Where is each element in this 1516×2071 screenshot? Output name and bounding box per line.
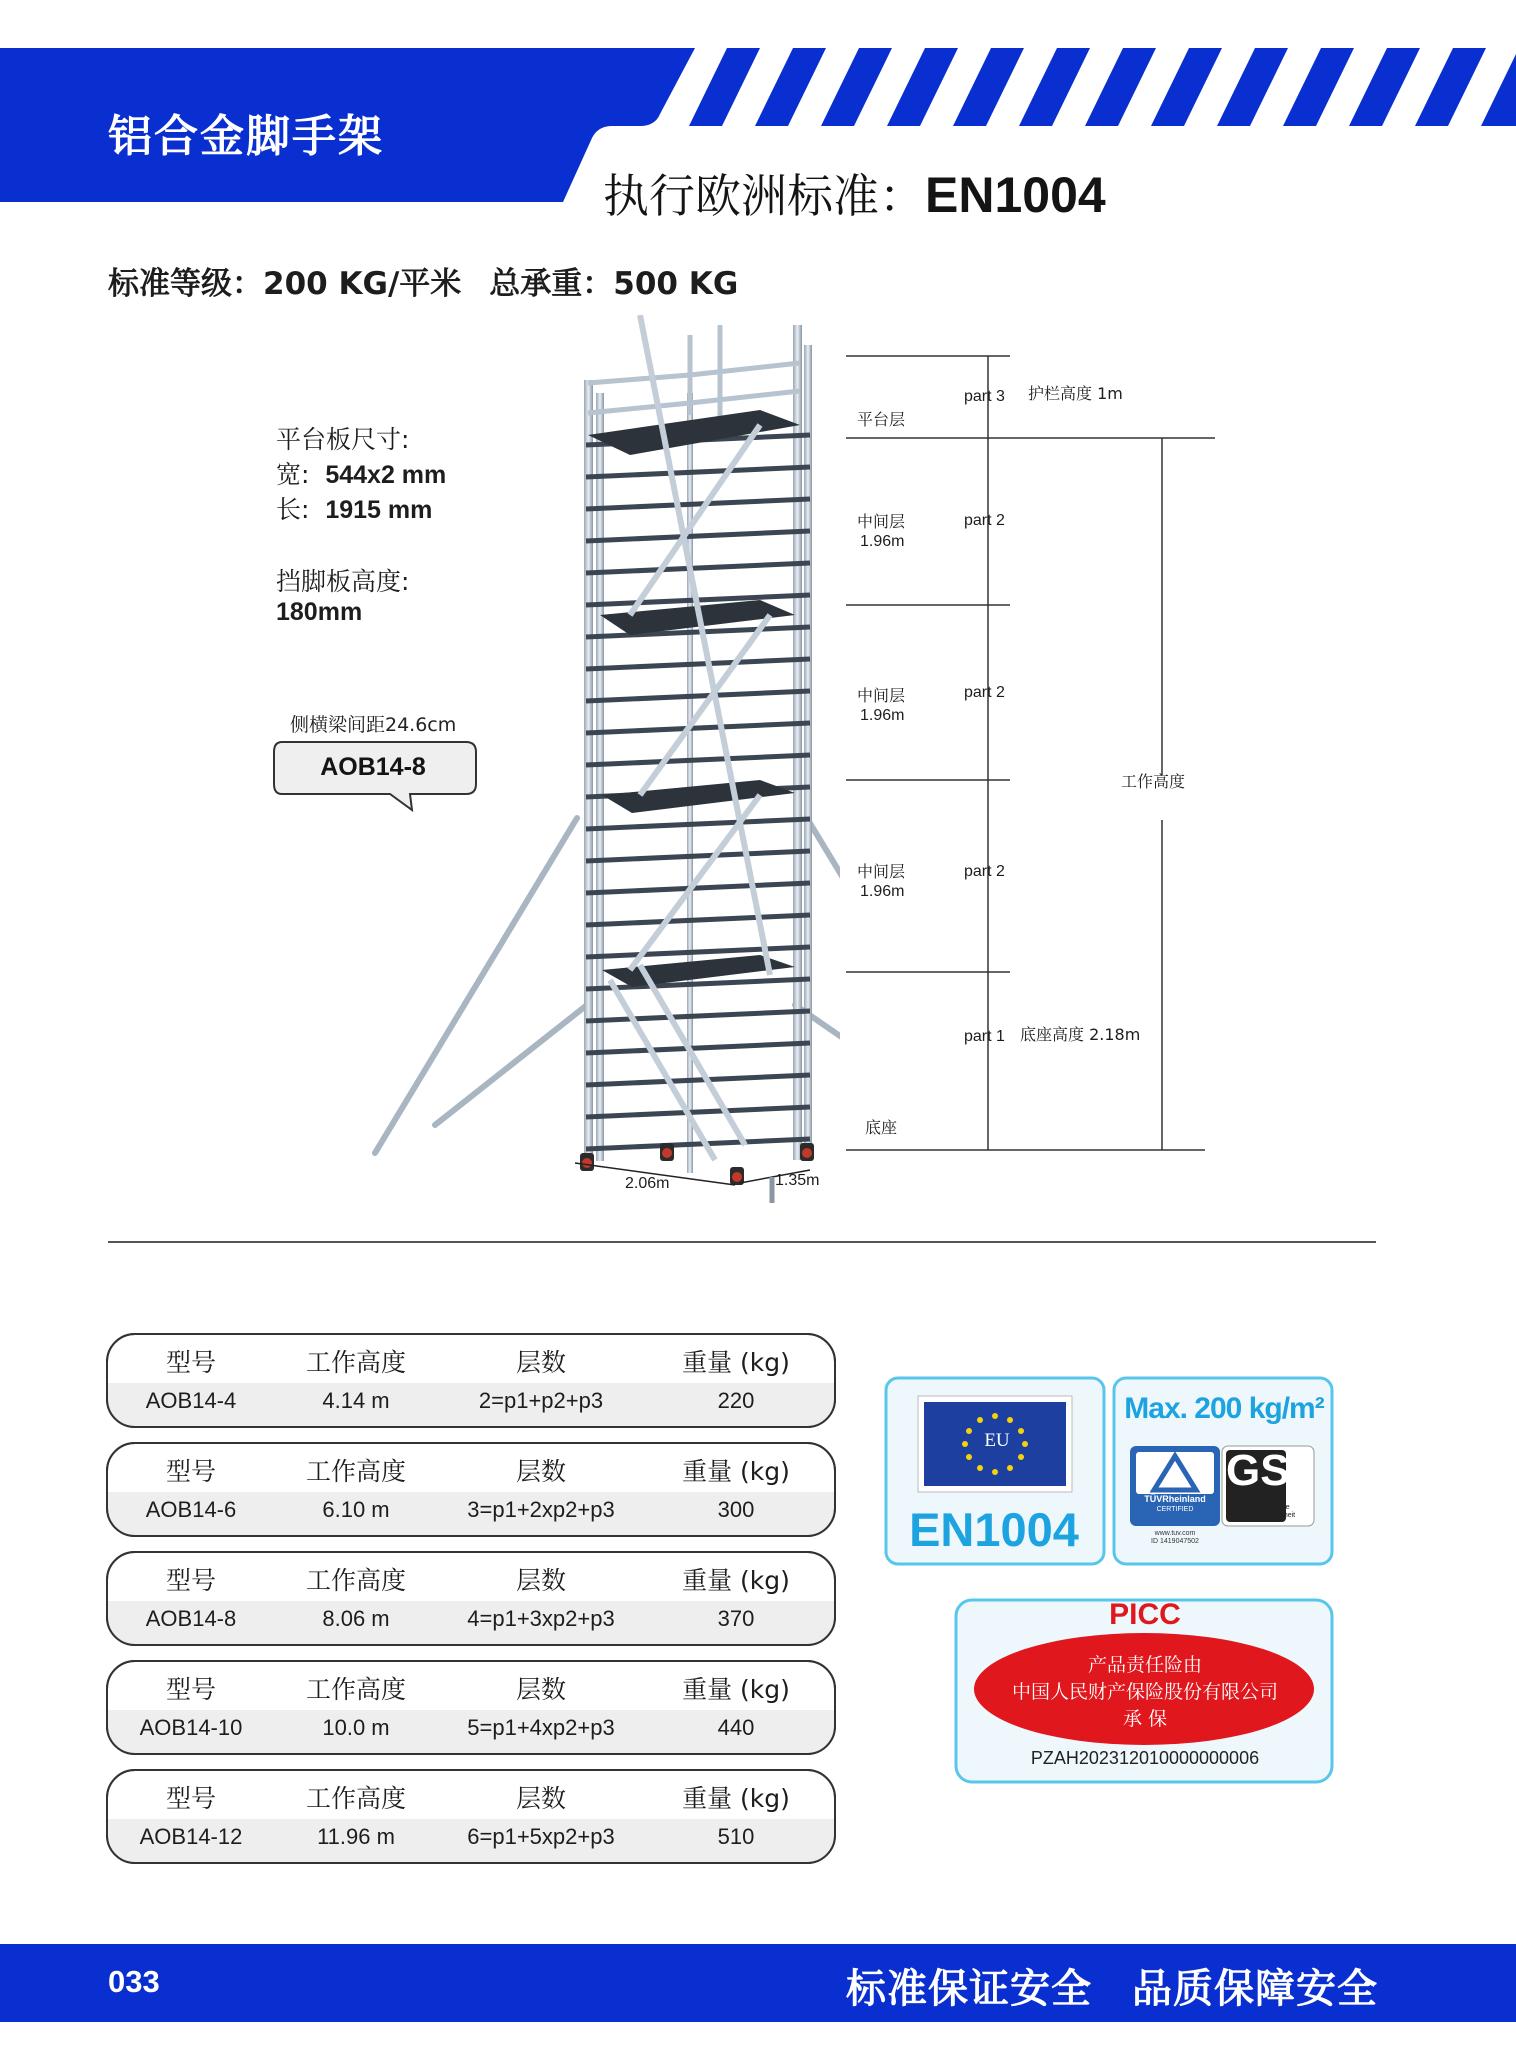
tuv-url: www.tuv.com — [1154, 1530, 1196, 1537]
middle-height-2: 1.96m — [860, 707, 905, 724]
platform-width — [276, 455, 446, 491]
header-weight: 重量 (kg) — [682, 1457, 790, 1486]
tuv-label: TÜVRheinland — [1144, 1494, 1206, 1504]
standard-label: 执行欧洲标准： — [603, 169, 925, 223]
total-value: 500 KG — [613, 266, 739, 302]
header-model: 型号 — [165, 1348, 216, 1377]
header-layers: 层数 — [515, 1566, 566, 1595]
header-work-height: 工作高度 — [305, 1675, 406, 1704]
part2-label-3: part 2 — [964, 863, 1005, 880]
slogan-right: 品质保障安全 — [1132, 1965, 1378, 2012]
part3-label: part 3 — [964, 388, 1005, 405]
page-title: 铝合金脚手架 — [108, 111, 384, 162]
picc-line-3: 承 保 — [1122, 1708, 1168, 1730]
max-load-label: Max. 200 kg/m² — [1124, 1392, 1324, 1425]
cell-model: AOB14-6 — [145, 1497, 237, 1522]
header-work-height: 工作高度 — [305, 1457, 406, 1486]
header-layers: 层数 — [515, 1675, 566, 1704]
picc-line-2: 中国人民财产保险股份有限公司 — [1011, 1681, 1278, 1703]
table-row — [106, 1442, 836, 1537]
middle-height-3: 1.96m — [860, 883, 905, 900]
header-model: 型号 — [165, 1457, 216, 1486]
part1-label: part 1 — [964, 1028, 1005, 1045]
header-model: 型号 — [165, 1784, 216, 1813]
footer-bar — [0, 1944, 1516, 2022]
gs-subtitle: geprüfte Sicherheit — [1264, 1504, 1296, 1519]
standard-code: EN1004 — [925, 167, 1106, 223]
section-divider — [108, 1241, 1376, 1243]
cell-layers: 5=p1+4xp2+p3 — [467, 1715, 615, 1740]
middle-layer-label-2: 中间层 — [857, 686, 906, 705]
cell-work-height: 8.06 m — [322, 1606, 390, 1631]
grade-label: 标准等级： — [108, 266, 263, 302]
tuv-id: ID 1419047502 — [1151, 1538, 1199, 1545]
cell-weight: 370 — [717, 1606, 755, 1631]
slogan-left: 标准保证安全 — [846, 1965, 1092, 2012]
header-model: 型号 — [165, 1675, 216, 1704]
header-layers: 层数 — [515, 1784, 566, 1813]
part2-label-1: part 2 — [964, 512, 1005, 529]
length-label: 长: — [276, 495, 310, 524]
middle-layer-label-1: 中间层 — [857, 512, 906, 531]
cell-model: AOB14-4 — [145, 1388, 237, 1413]
total-label: 总承重： — [489, 266, 614, 302]
header-layers: 层数 — [515, 1457, 566, 1486]
base-label: 底座 — [865, 1118, 898, 1137]
work-height-label: 工作高度 — [1121, 772, 1186, 791]
toeboard-value-text: 180mm — [276, 598, 363, 626]
picc-title: PICC — [1109, 1598, 1181, 1631]
cell-weight: 220 — [717, 1388, 755, 1413]
header-work-height: 工作高度 — [305, 1566, 406, 1595]
header-layers: 层数 — [515, 1348, 566, 1377]
platform-size-heading: 平台板尺寸: — [276, 425, 410, 454]
middle-height-1: 1.96m — [860, 533, 905, 550]
picc-line-1: 产品责任险由 — [1087, 1654, 1202, 1676]
cell-work-height: 11.96 m — [317, 1824, 395, 1849]
header-weight: 重量 (kg) — [682, 1784, 790, 1813]
tuv-certified-label: CERTIFIED — [1156, 1506, 1194, 1513]
part2-label-2: part 2 — [964, 684, 1005, 701]
picc-policy-code: PZAH202312010000000006 — [1030, 1748, 1260, 1768]
table-row — [106, 1551, 836, 1646]
length-value: 1915 mm — [325, 496, 433, 524]
middle-layer-label-3: 中间层 — [857, 862, 906, 881]
callout-model: AOB14-8 — [320, 753, 426, 781]
cell-work-height: 6.10 m — [322, 1497, 390, 1522]
header-weight: 重量 (kg) — [682, 1348, 790, 1377]
table-row — [106, 1769, 836, 1864]
page-number: 033 — [108, 1964, 160, 1999]
grade-value: 200 KG/平米 — [263, 266, 462, 302]
tuv-url-block — [1130, 1530, 1220, 1546]
header-weight: 重量 (kg) — [682, 1566, 790, 1595]
footer-slogan — [846, 1957, 1378, 2014]
length-dimension: 2.06m — [625, 1175, 670, 1192]
platform-layer-label: 平台层 — [857, 410, 906, 429]
header-work-height: 工作高度 — [305, 1784, 406, 1813]
eu-label: EU — [984, 1430, 1010, 1451]
header-weight: 重量 (kg) — [682, 1675, 790, 1704]
guardrail-height: 护栏高度 1m — [1028, 384, 1123, 403]
load-rating — [108, 258, 738, 303]
cell-weight: 510 — [717, 1824, 755, 1849]
cell-layers: 2=p1+p2+p3 — [478, 1388, 604, 1413]
toeboard-heading: 挡脚板高度: — [276, 567, 410, 596]
table-row — [106, 1333, 836, 1428]
cell-weight: 440 — [717, 1715, 755, 1740]
gs-label: GS — [1226, 1446, 1290, 1495]
width-label: 宽: — [276, 460, 310, 489]
cell-weight: 300 — [717, 1497, 755, 1522]
cell-layers: 6=p1+5xp2+p3 — [467, 1824, 615, 1849]
cell-model: AOB14-10 — [139, 1715, 243, 1740]
width-value: 544x2 mm — [325, 461, 447, 489]
platform-length — [276, 490, 432, 526]
cell-work-height: 4.14 m — [322, 1388, 390, 1413]
header-model: 型号 — [165, 1566, 216, 1595]
standard-title — [603, 160, 1106, 226]
cell-model: AOB14-8 — [145, 1606, 237, 1631]
cell-layers: 3=p1+2xp2+p3 — [467, 1497, 615, 1522]
side-beam-spacing-note: 侧横梁间距24.6cm — [290, 714, 457, 736]
cell-layers: 4=p1+3xp2+p3 — [467, 1606, 615, 1631]
table-row — [106, 1660, 836, 1755]
en1004-label: EN1004 — [909, 1503, 1079, 1556]
width-dimension: 1.35m — [775, 1172, 820, 1189]
cell-model: AOB14-12 — [139, 1824, 243, 1849]
toeboard-value — [276, 597, 362, 627]
cell-work-height: 10.0 m — [322, 1715, 390, 1740]
header-work-height: 工作高度 — [305, 1348, 406, 1377]
base-height: 底座高度 2.18m — [1020, 1025, 1141, 1044]
